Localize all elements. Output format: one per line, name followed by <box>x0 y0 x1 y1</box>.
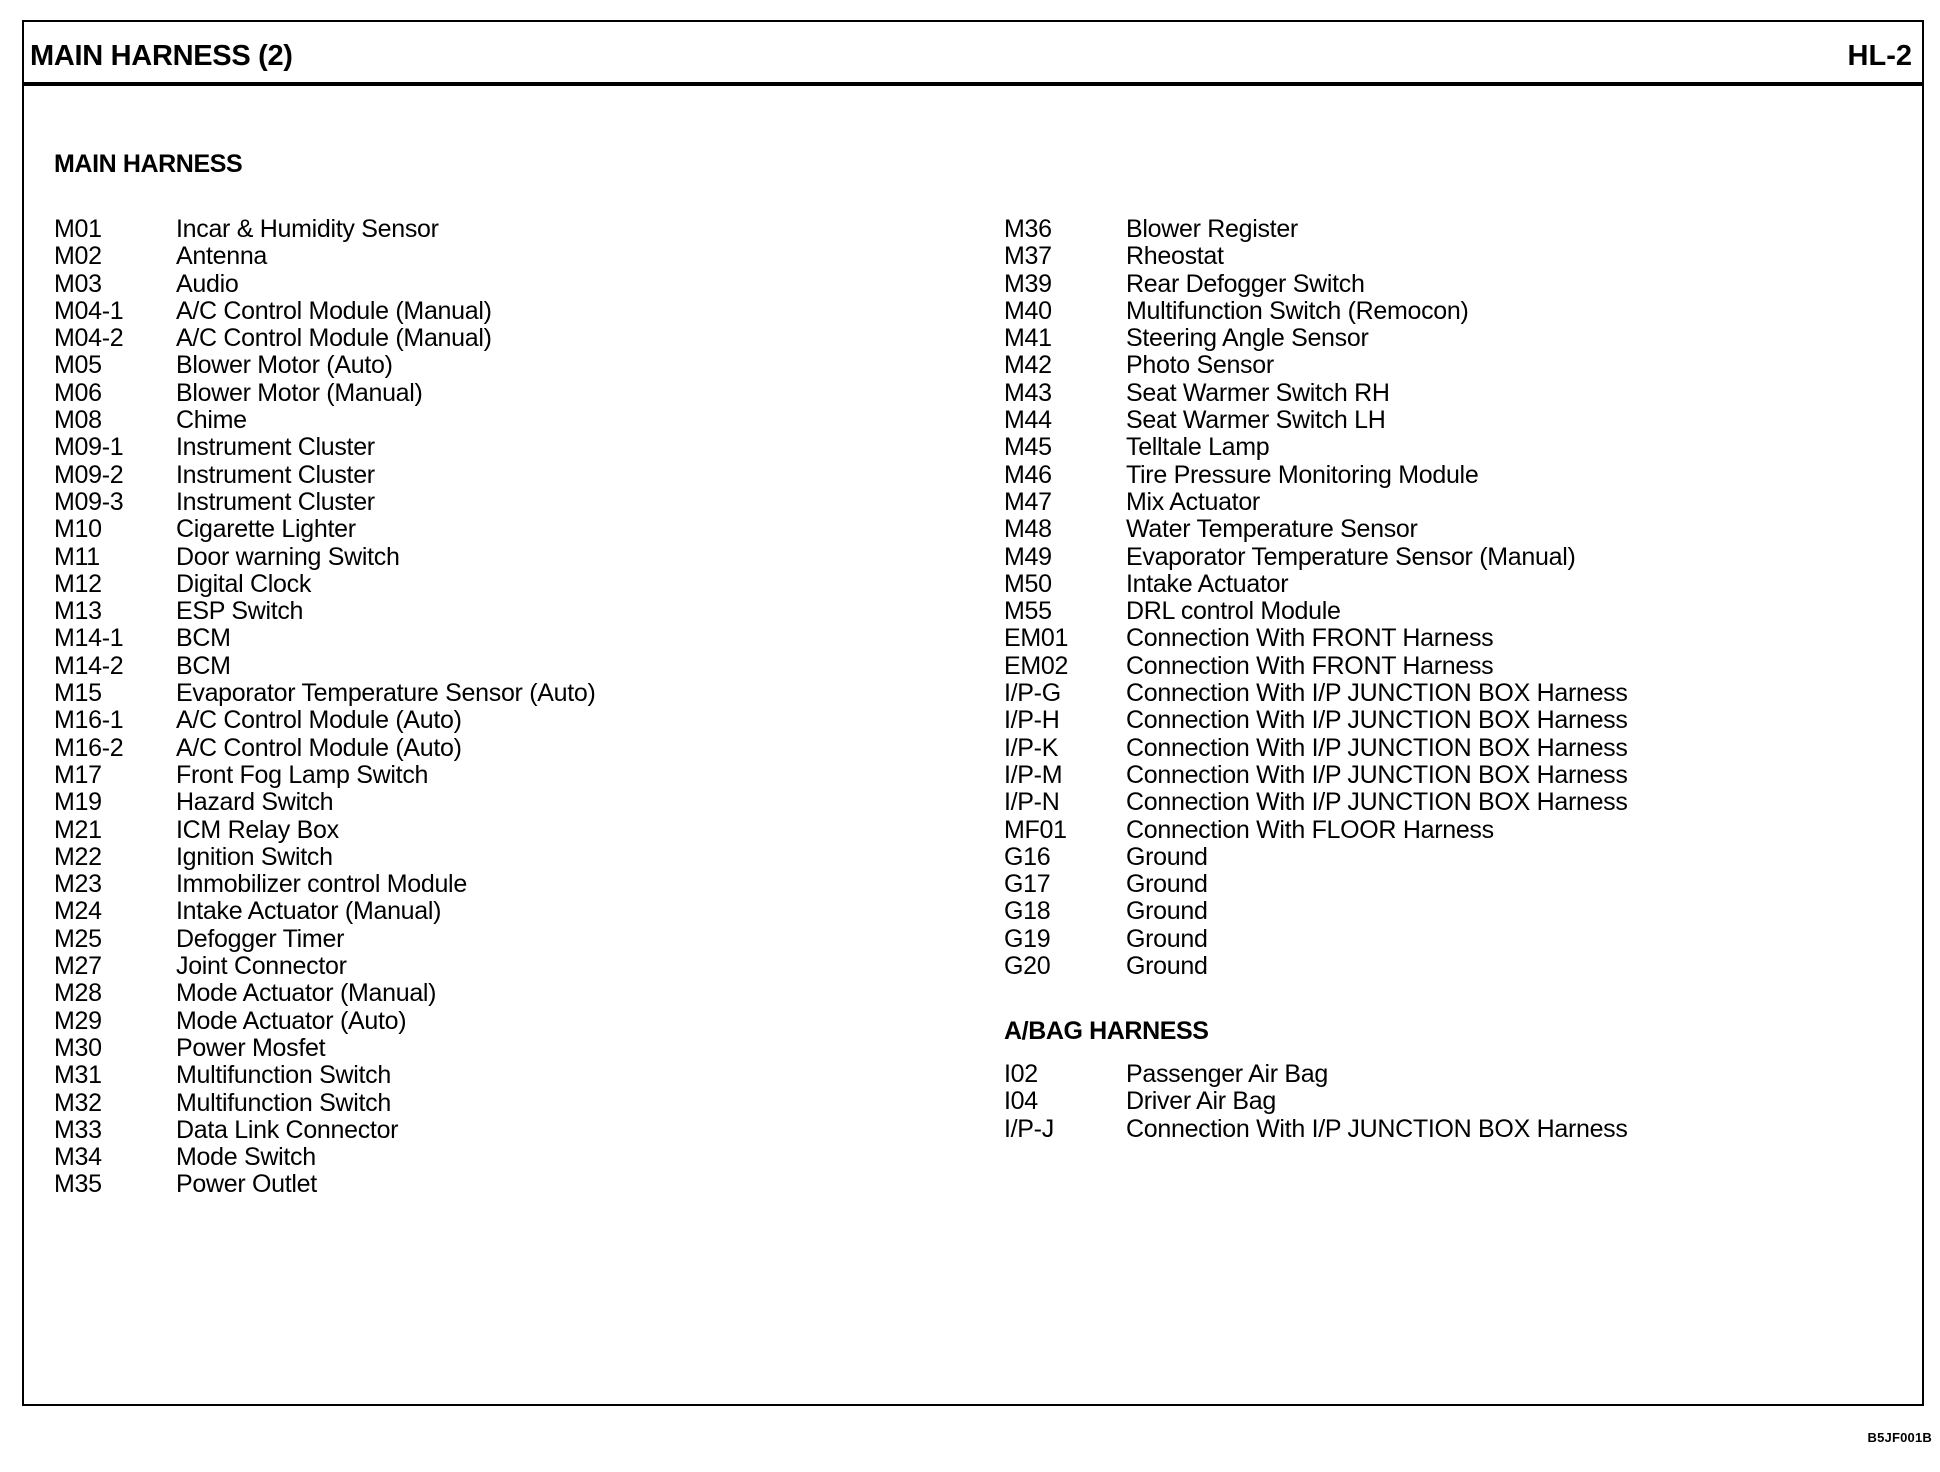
connector-entry <box>1004 871 1628 898</box>
connector-entry <box>54 1171 596 1198</box>
connector-entry <box>1004 407 1628 434</box>
connector-code: I/P-K <box>1004 733 1059 762</box>
connector-description: Ground <box>1126 870 1208 899</box>
connector-description: Ground <box>1126 842 1208 871</box>
connector-entry <box>1004 735 1628 762</box>
connector-description: DRL control Module <box>1126 597 1341 626</box>
connector-code: M27 <box>54 952 102 981</box>
connector-code: M55 <box>1004 597 1052 626</box>
connector-description: Mode Switch <box>176 1143 316 1172</box>
connector-description: Hazard Switch <box>176 788 334 817</box>
connector-entry <box>1004 680 1628 707</box>
connector-entry <box>1004 325 1628 352</box>
connector-description: ESP Switch <box>176 597 304 626</box>
connector-code: I/P-M <box>1004 760 1063 789</box>
connector-entry <box>54 516 596 543</box>
connector-code: M16-1 <box>54 706 124 735</box>
connector-entry <box>1004 434 1628 461</box>
connector-entry <box>54 1035 596 1062</box>
connector-entry <box>54 298 596 325</box>
connector-entry <box>54 434 596 461</box>
connector-entry <box>54 571 596 598</box>
connector-description: Intake Actuator <box>1126 569 1289 598</box>
connector-entry <box>54 735 596 762</box>
connector-entry <box>54 489 596 516</box>
connector-code: MF01 <box>1004 815 1067 844</box>
connector-description: Evaporator Temperature Sensor (Auto) <box>176 679 596 708</box>
connector-entry <box>54 926 596 953</box>
connector-code: M46 <box>1004 460 1052 489</box>
connector-description: ICM Relay Box <box>176 815 339 844</box>
connector-description: Multifunction Switch (Remocon) <box>1126 296 1469 325</box>
connector-code: I/P-J <box>1004 1114 1054 1143</box>
connector-description: Cigarette Lighter <box>176 515 356 544</box>
connector-description: Connection With I/P JUNCTION BOX Harness <box>1126 733 1628 762</box>
connector-description: Antenna <box>176 242 268 271</box>
connector-description: Evaporator Temperature Sensor (Manual) <box>1126 542 1576 571</box>
main-harness-left-list <box>54 216 596 1199</box>
connector-description: Seat Warmer Switch LH <box>1126 406 1386 435</box>
connector-description: Telltale Lamp <box>1126 433 1270 462</box>
connector-code: M50 <box>1004 569 1052 598</box>
connector-entry <box>1004 571 1628 598</box>
connector-code: M39 <box>1004 269 1052 298</box>
connector-code: M30 <box>54 1033 102 1062</box>
connector-entry <box>1004 898 1628 925</box>
connector-description: Joint Connector <box>176 952 347 981</box>
page-title: MAIN HARNESS (2) <box>30 40 293 72</box>
connector-code: M08 <box>54 406 102 435</box>
connector-description: Chime <box>176 406 247 435</box>
connector-description: Connection With I/P JUNCTION BOX Harness <box>1126 1114 1628 1143</box>
connector-description: Audio <box>176 269 239 298</box>
connector-code: M29 <box>54 1006 102 1035</box>
connector-description: Mode Actuator (Manual) <box>176 979 437 1008</box>
connector-code: I04 <box>1004 1087 1038 1116</box>
connector-code: M09-1 <box>54 433 124 462</box>
connector-code: M15 <box>54 679 102 708</box>
main-harness-heading: MAIN HARNESS <box>54 150 243 178</box>
connector-code: M19 <box>54 788 102 817</box>
connector-description: Connection With FRONT Harness <box>1126 624 1494 653</box>
connector-code: I/P-H <box>1004 706 1060 735</box>
connector-entry <box>1004 707 1628 734</box>
connector-code: M48 <box>1004 515 1052 544</box>
connector-description: Ignition Switch <box>176 842 333 871</box>
connector-description: Power Mosfet <box>176 1033 326 1062</box>
connector-entry <box>54 844 596 871</box>
connector-description: Door warning Switch <box>176 542 400 571</box>
connector-code: M11 <box>54 542 100 571</box>
connector-entry <box>1004 789 1628 816</box>
connector-code: M14-2 <box>54 651 124 680</box>
connector-entry <box>1004 598 1628 625</box>
connector-code: M04-1 <box>54 296 124 325</box>
connector-code: M09-2 <box>54 460 124 489</box>
connector-entry <box>54 462 596 489</box>
connector-description: Instrument Cluster <box>176 433 375 462</box>
connector-code: M22 <box>54 842 102 871</box>
connector-entry <box>54 380 596 407</box>
connector-description: Driver Air Bag <box>1126 1087 1277 1116</box>
connector-entry <box>1004 544 1628 571</box>
connector-description: Multifunction Switch <box>176 1088 391 1117</box>
connector-description: Connection With FRONT Harness <box>1126 651 1494 680</box>
connector-description: Water Temperature Sensor <box>1126 515 1418 544</box>
connector-description: Defogger Timer <box>176 924 345 953</box>
connector-description: Data Link Connector <box>176 1115 399 1144</box>
connector-code: M02 <box>54 242 102 271</box>
connector-code: M05 <box>54 351 102 380</box>
connector-code: M33 <box>54 1115 102 1144</box>
connector-code: G16 <box>1004 842 1051 871</box>
connector-description: Connection With I/P JUNCTION BOX Harness <box>1126 760 1628 789</box>
connector-entry <box>1004 216 1628 243</box>
connector-code: M36 <box>1004 215 1052 243</box>
connector-description: Tire Pressure Monitoring Module <box>1126 460 1479 489</box>
connector-entry <box>1004 926 1628 953</box>
connector-description: Intake Actuator (Manual) <box>176 897 442 926</box>
connector-entry <box>54 325 596 352</box>
connector-entry <box>1004 489 1628 516</box>
connector-code: M09-3 <box>54 487 124 516</box>
connector-code: M21 <box>54 815 102 844</box>
connector-entry <box>1004 516 1628 543</box>
connector-code: M47 <box>1004 487 1052 516</box>
connector-description: Rear Defogger Switch <box>1126 269 1365 298</box>
connector-description: Passenger Air Bag <box>1126 1060 1328 1088</box>
connector-entry <box>1004 625 1628 652</box>
connector-code: M35 <box>54 1170 102 1199</box>
connector-description: Steering Angle Sensor <box>1126 324 1369 353</box>
connector-description: Front Fog Lamp Switch <box>176 760 429 789</box>
connector-code: EM01 <box>1004 624 1069 653</box>
connector-entry <box>54 625 596 652</box>
connector-entry <box>1004 243 1628 270</box>
connector-entry <box>1004 844 1628 871</box>
connector-description: Connection With I/P JUNCTION BOX Harness <box>1126 679 1628 708</box>
connector-entry <box>1004 817 1628 844</box>
connector-code: M34 <box>54 1143 102 1172</box>
connector-code: M04-2 <box>54 324 124 353</box>
connector-description: Blower Motor (Manual) <box>176 378 423 407</box>
connector-code: I/P-G <box>1004 679 1061 708</box>
main-harness-right-list <box>1004 216 1628 980</box>
connector-entry <box>1004 1116 1628 1143</box>
connector-entry <box>1004 1088 1628 1115</box>
connector-description: Connection With I/P JUNCTION BOX Harness <box>1126 706 1628 735</box>
connector-entry <box>1004 953 1628 980</box>
connector-code: M40 <box>1004 296 1052 325</box>
connector-entry <box>1004 1061 1628 1088</box>
connector-description: Power Outlet <box>176 1170 317 1199</box>
connector-entry <box>54 980 596 1007</box>
reference-code: B5JF001B <box>1867 1430 1932 1445</box>
connector-description: Ground <box>1126 897 1208 926</box>
connector-entry <box>54 271 596 298</box>
connector-description: Photo Sensor <box>1126 351 1274 380</box>
page-code: HL-2 <box>1847 40 1912 72</box>
connector-code: M44 <box>1004 406 1052 435</box>
connector-entry <box>54 1117 596 1144</box>
connector-code: M10 <box>54 515 102 544</box>
connector-description: Seat Warmer Switch RH <box>1126 378 1390 407</box>
connector-code: M45 <box>1004 433 1052 462</box>
connector-code: M12 <box>54 569 102 598</box>
connector-code: G19 <box>1004 924 1051 953</box>
connector-description: Rheostat <box>1126 242 1224 271</box>
connector-entry <box>54 1090 596 1117</box>
connector-code: M25 <box>54 924 102 953</box>
connector-entry <box>54 216 596 243</box>
connector-description: Ground <box>1126 924 1208 953</box>
connector-description: Connection With I/P JUNCTION BOX Harness <box>1126 788 1628 817</box>
connector-description: A/C Control Module (Auto) <box>176 733 462 762</box>
connector-code: EM02 <box>1004 651 1069 680</box>
connector-entry <box>54 898 596 925</box>
connector-code: M49 <box>1004 542 1052 571</box>
connector-entry <box>1004 762 1628 789</box>
connector-code: G20 <box>1004 952 1051 981</box>
connector-entry <box>54 407 596 434</box>
connector-description: Instrument Cluster <box>176 487 375 516</box>
connector-code: M41 <box>1004 324 1052 353</box>
connector-entry <box>54 544 596 571</box>
abag-harness-list <box>1004 1061 1628 1143</box>
connector-description: Instrument Cluster <box>176 460 375 489</box>
abag-harness-heading: A/BAG HARNESS <box>1004 1017 1209 1045</box>
connector-entry <box>54 789 596 816</box>
connector-entry <box>1004 298 1628 325</box>
connector-description: Blower Motor (Auto) <box>176 351 393 380</box>
connector-entry <box>54 953 596 980</box>
connector-entry <box>54 352 596 379</box>
connector-description: Mode Actuator (Auto) <box>176 1006 407 1035</box>
connector-description: Blower Register <box>1126 215 1298 243</box>
connector-description: Multifunction Switch <box>176 1061 391 1090</box>
connector-entry <box>1004 380 1628 407</box>
connector-entry <box>1004 271 1628 298</box>
connector-code: M31 <box>54 1061 102 1090</box>
connector-entry <box>54 1144 596 1171</box>
connector-code: M16-2 <box>54 733 124 762</box>
connector-entry <box>54 598 596 625</box>
connector-entry <box>54 1008 596 1035</box>
connector-code: M01 <box>54 215 102 243</box>
connector-code: M23 <box>54 870 102 899</box>
connector-entry <box>54 1062 596 1089</box>
connector-entry <box>54 707 596 734</box>
connector-description: Immobilizer control Module <box>176 870 467 899</box>
connector-code: G17 <box>1004 870 1051 899</box>
connector-entry <box>1004 352 1628 379</box>
connector-entry <box>54 762 596 789</box>
title-bar <box>24 22 1922 86</box>
connector-code: M24 <box>54 897 102 926</box>
connector-code: I02 <box>1004 1060 1038 1088</box>
connector-entry <box>54 653 596 680</box>
connector-code: M14-1 <box>54 624 124 653</box>
connector-description: Connection With FLOOR Harness <box>1126 815 1494 844</box>
connector-entry <box>1004 462 1628 489</box>
connector-code: M32 <box>54 1088 102 1117</box>
connector-entry <box>54 680 596 707</box>
connector-description: Ground <box>1126 952 1208 981</box>
connector-code: M28 <box>54 979 102 1008</box>
connector-description: Incar & Humidity Sensor <box>176 215 439 243</box>
connector-entry <box>54 871 596 898</box>
connector-code: M03 <box>54 269 102 298</box>
connector-code: M17 <box>54 760 102 789</box>
connector-code: M37 <box>1004 242 1052 271</box>
connector-code: M06 <box>54 378 102 407</box>
connector-description: Mix Actuator <box>1126 487 1260 516</box>
connector-description: A/C Control Module (Manual) <box>176 296 492 325</box>
connector-description: A/C Control Module (Manual) <box>176 324 492 353</box>
connector-code: I/P-N <box>1004 788 1060 817</box>
connector-description: BCM <box>176 651 231 680</box>
connector-entry <box>1004 653 1628 680</box>
connector-code: M42 <box>1004 351 1052 380</box>
connector-code: M13 <box>54 597 102 626</box>
connector-entry <box>54 817 596 844</box>
connector-description: BCM <box>176 624 231 653</box>
connector-code: M43 <box>1004 378 1052 407</box>
connector-description: A/C Control Module (Auto) <box>176 706 462 735</box>
connector-code: G18 <box>1004 897 1051 926</box>
connector-entry <box>54 243 596 270</box>
connector-description: Digital Clock <box>176 569 312 598</box>
